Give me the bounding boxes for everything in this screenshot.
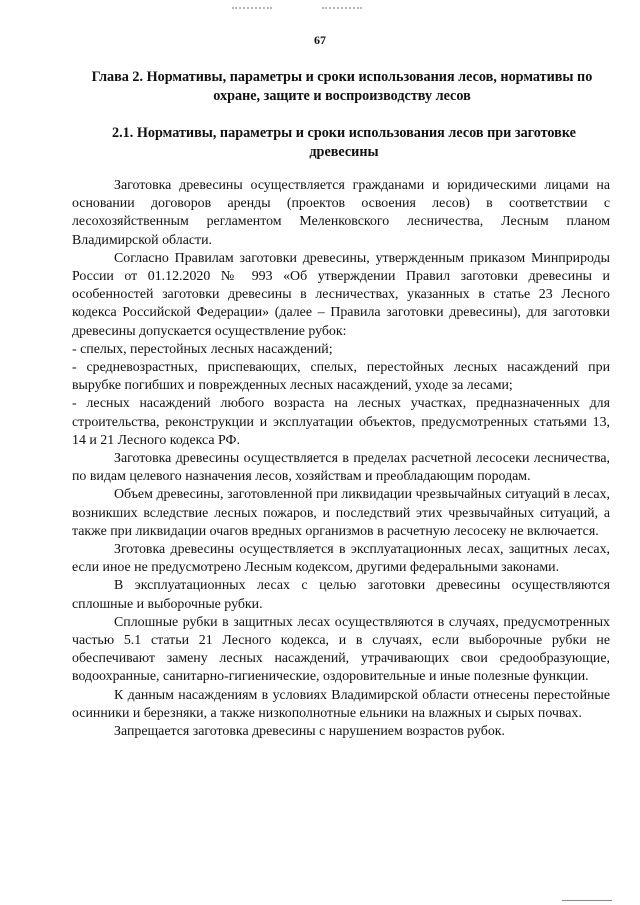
paragraph: Запрещается заготовка древесины с нарушением возрастов рубок. bbox=[114, 724, 506, 740]
scan-edge-line bbox=[562, 900, 612, 901]
paragraph: Зготовка древесины осуществляется в эксплуатационных лесах, защитных лесах, если иное не предусмотрено Лесным кодексом, другими федеральными законами. bbox=[72, 542, 610, 576]
document-body bbox=[72, 177, 610, 741]
section-title: 2.1. Нормативы, параметры и сроки использования лесов при заготовке древесины bbox=[112, 125, 576, 160]
scan-artifact bbox=[232, 2, 372, 11]
paragraph: Заготовка древесины осуществляется в пределах расчетной лесосеки лесничества, по видам целевого назначения лесов, хозяйствам и преобладающим породам. bbox=[72, 451, 610, 485]
paragraph: Согласно Правилам заготовки древесины, утвержденным приказом Минприроды России от 01.12.2020 № 993 «Об утверждении Правил заготовки древесины и особенностей заготовки древесины в лесничествах, указанных в статье 23 Лесного кодекса Российской Федерации» (далее – Правила заготовки древесины), для заготовки древесины допускается осуществление рубок: bbox=[72, 250, 610, 339]
list-item: - спелых, перестойных лесных насаждений; bbox=[72, 341, 333, 357]
paragraph: В эксплуатационных лесах с целью заготовки древесины осуществляются сплошные и выборочные рубки. bbox=[72, 578, 610, 612]
list-item: - лесных насаждений любого возраста на лесных участках, предназначенных для строительства, реконструкции и эксплуатации объектов, предусмотренных статьями 13, 14 и 21 Лесного кодекса РФ. bbox=[72, 396, 610, 448]
list-item: - средневозрастных, приспевающих, спелых, перестойных лесных насаждений при вырубке погибших и поврежденных лесных насаждений, уходе за лесами; bbox=[72, 360, 610, 394]
page-number: 67 bbox=[314, 33, 326, 47]
paragraph: Сплошные рубки в защитных лесах осуществляются в случаях, предусмотренных частью 5.1 статьи 21 Лесного кодекса, и в случаях, если выборочные рубки не обеспечивают замену лесных насаждений, утрачивающих свои средообразующие, водоохранные, санитарно-гигиенические, оздоровительные и иные полезные функции. bbox=[72, 614, 610, 685]
paragraph: К данным насаждениям в условиях Владимирской области отнесены перестойные осинники и березняки, а также низкополнотные ельники на влажных и сырых почвах. bbox=[72, 687, 610, 721]
chapter-title: Глава 2. Нормативы, параметры и сроки использования лесов, нормативы по охране, защите и воспроизводству лесов bbox=[91, 69, 593, 104]
paragraph: Объем древесины, заготовленной при ликвидации чрезвычайных ситуаций в лесах, возникших вследствие лесных пожаров, и последствий этих чрезвычайных ситуаций, а также при ликвидации очагов вредных организмов в расчетную лесосеку не включается. bbox=[72, 487, 610, 539]
paragraph: Заготовка древесины осуществляется гражданами и юридическими лицами на основании договоров аренды (проектов освоения лесов) в соответствии с лесохозяйственным регламентом Меленковского лесничества, Лесным планом Владимирской области. bbox=[72, 178, 610, 248]
